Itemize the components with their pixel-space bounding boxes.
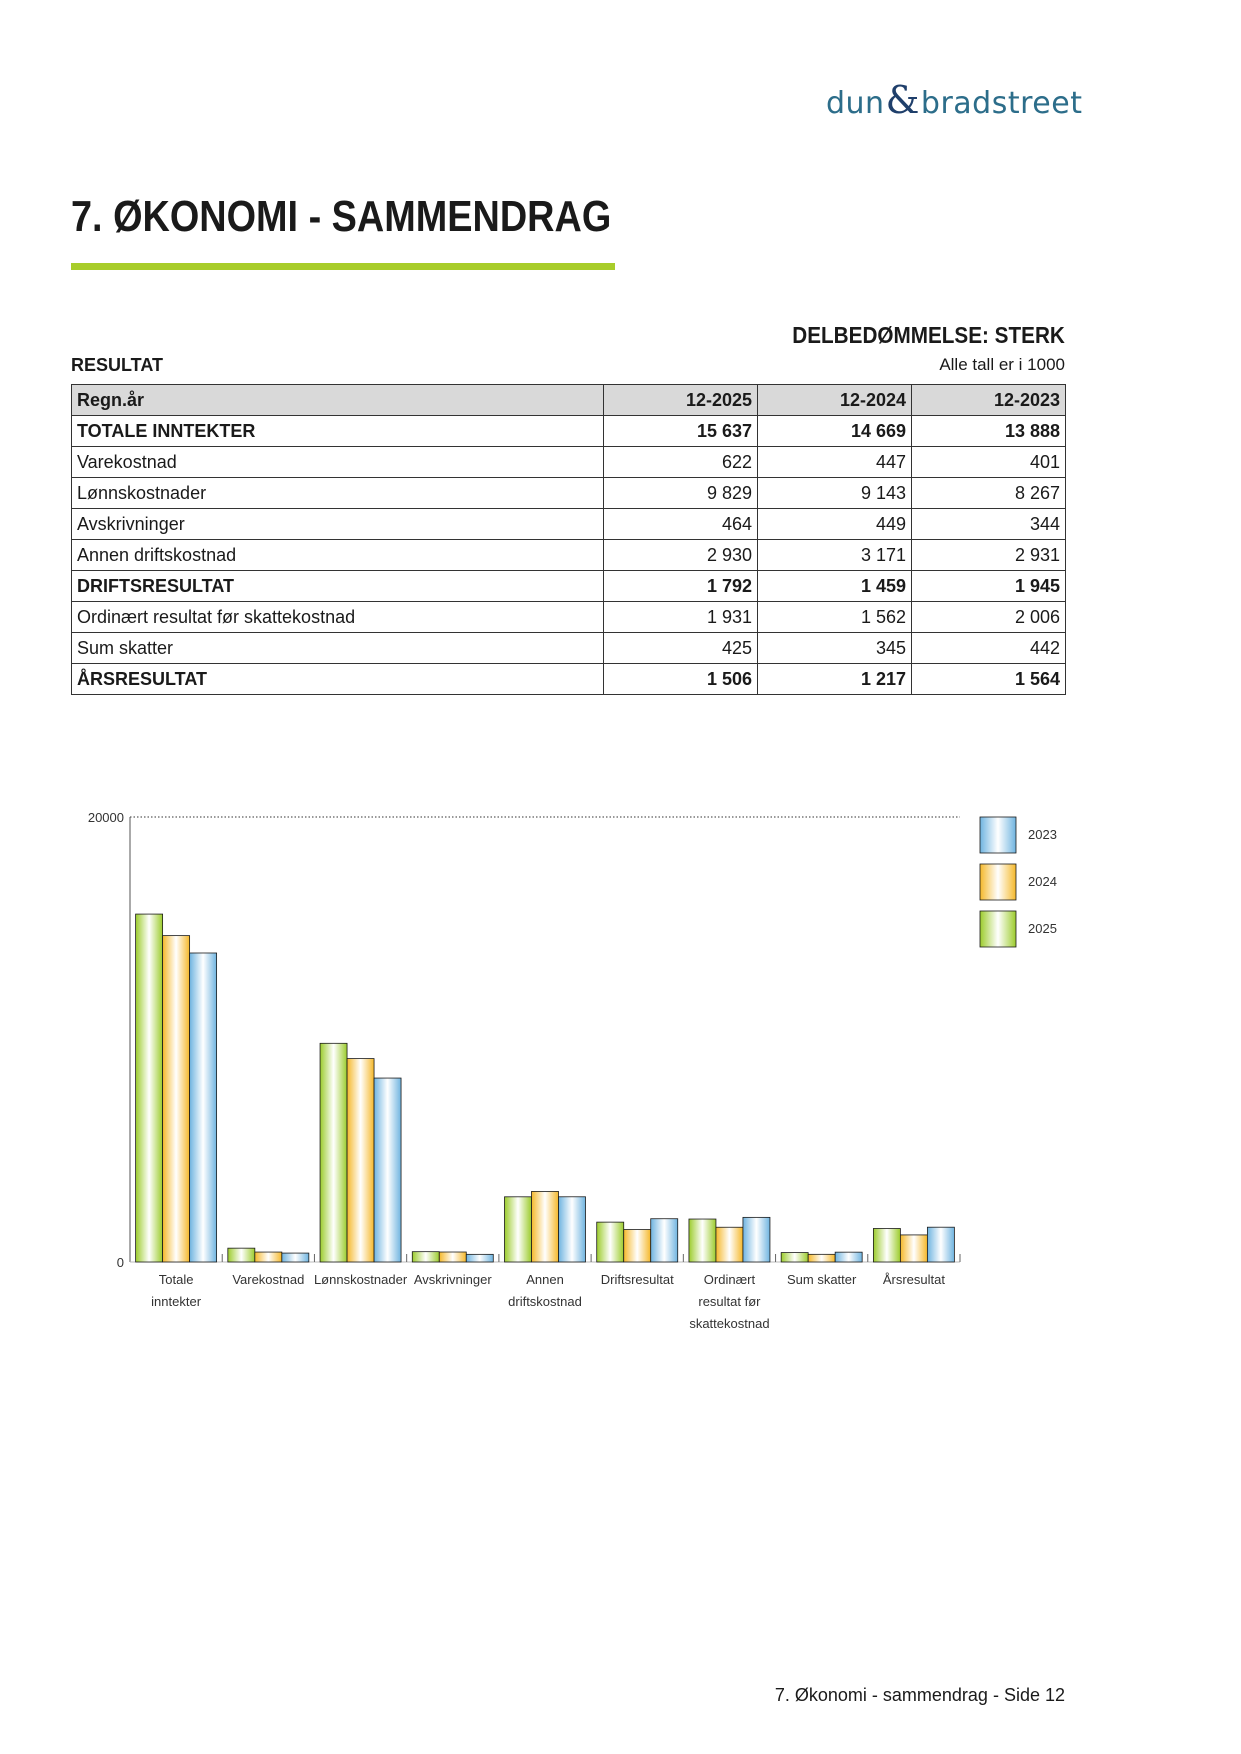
results-table	[71, 384, 1066, 695]
row-value: 15 637	[604, 416, 758, 447]
table-row	[72, 664, 1066, 695]
row-label: Sum skatter	[72, 633, 604, 664]
legend-label: 2024	[1028, 874, 1057, 889]
legend-swatch-2024	[980, 864, 1016, 900]
bar-2025	[689, 1219, 716, 1262]
x-category-label: Annen	[526, 1272, 564, 1287]
row-value: 1 562	[758, 602, 912, 633]
row-value: 622	[604, 447, 758, 478]
bar-2024	[255, 1252, 282, 1262]
page-title: 7. ØKONOMI - SAMMENDRAG	[71, 192, 612, 241]
bar-2024	[439, 1252, 466, 1262]
row-value: 447	[758, 447, 912, 478]
row-label: Avskrivninger	[72, 509, 604, 540]
row-label: DRIFTSRESULTAT	[72, 571, 604, 602]
bar-2024	[808, 1254, 835, 1262]
row-value: 449	[758, 509, 912, 540]
table-row	[72, 571, 1066, 602]
bar-2024	[900, 1235, 927, 1262]
row-value: 8 267	[912, 478, 1066, 509]
table-row	[72, 633, 1066, 664]
legend-swatch-2025	[980, 911, 1016, 947]
legend-swatch-2023	[980, 817, 1016, 853]
row-value: 442	[912, 633, 1066, 664]
row-value: 344	[912, 509, 1066, 540]
header-cell-2025: 12-2025	[604, 385, 758, 416]
row-value: 345	[758, 633, 912, 664]
rating-label: DELBEDØMMELSE: STERK	[792, 322, 1065, 348]
bar-2025	[228, 1248, 255, 1262]
bar-2023	[374, 1078, 401, 1262]
bar-2025	[505, 1197, 532, 1262]
table-row	[72, 602, 1066, 633]
row-label: Annen driftskostnad	[72, 540, 604, 571]
row-value: 1 931	[604, 602, 758, 633]
row-value: 1 506	[604, 664, 758, 695]
row-value: 1 459	[758, 571, 912, 602]
header-cell-year: Regn.år	[72, 385, 604, 416]
table-row	[72, 416, 1066, 447]
unit-note: Alle tall er i 1000	[939, 355, 1065, 374]
bar-2024	[624, 1230, 651, 1262]
bar-2024	[716, 1227, 743, 1262]
row-value: 3 171	[758, 540, 912, 571]
bar-2023	[190, 953, 217, 1262]
bar-2025	[320, 1043, 347, 1262]
x-category-label: inntekter	[151, 1294, 202, 1309]
row-value: 2 006	[912, 602, 1066, 633]
row-label: ÅRSRESULTAT	[72, 664, 604, 695]
bar-2024	[347, 1059, 374, 1262]
row-value: 2 931	[912, 540, 1066, 571]
row-value: 13 888	[912, 416, 1066, 447]
bar-chart	[60, 800, 1090, 1360]
page-footer: 7. Økonomi - sammendrag - Side 12	[774, 1685, 1065, 1705]
y-tick-label: 0	[116, 1255, 124, 1270]
header-cell-2024: 12-2024	[758, 385, 912, 416]
bar-2024	[532, 1191, 559, 1262]
legend-label: 2025	[1028, 921, 1057, 936]
bar-2023	[835, 1252, 862, 1262]
bar-2025	[412, 1252, 439, 1262]
row-value: 1 792	[604, 571, 758, 602]
brand-logo-ampersand: &	[885, 78, 920, 122]
bar-2023	[651, 1219, 678, 1262]
x-category-label: Sum skatter	[786, 1272, 857, 1287]
x-category-label: Varekostnad	[232, 1272, 305, 1287]
brand-logo-dun: dun	[826, 86, 885, 121]
row-label: Ordinært resultat før skattekostnad	[72, 602, 604, 633]
x-category-label: skattekostnad	[689, 1316, 770, 1331]
x-category-label: resultat før	[698, 1294, 761, 1309]
x-category-label: Årsresultat	[882, 1272, 945, 1287]
table-header-row	[72, 385, 1066, 416]
bar-2023	[282, 1253, 309, 1262]
row-value: 9 143	[758, 478, 912, 509]
table-row	[72, 447, 1066, 478]
row-label: Lønnskostnader	[72, 478, 604, 509]
row-value: 14 669	[758, 416, 912, 447]
bar-2024	[163, 936, 190, 1262]
x-category-label: Totale	[158, 1272, 194, 1287]
bar-2025	[136, 914, 163, 1262]
x-category-label: Lønnskostnader	[313, 1272, 408, 1287]
section-label: RESULTAT	[71, 355, 163, 375]
row-value: 1 217	[758, 664, 912, 695]
row-value: 1 945	[912, 571, 1066, 602]
header-cell-2023: 12-2023	[912, 385, 1066, 416]
row-value: 401	[912, 447, 1066, 478]
bar-2023	[743, 1217, 770, 1262]
brand-logo-bradstreet: bradstreet	[920, 86, 1083, 121]
bar-2023	[466, 1254, 493, 1262]
x-category-label: driftskostnad	[508, 1294, 582, 1309]
table-row	[72, 540, 1066, 571]
row-value: 2 930	[604, 540, 758, 571]
row-value: 9 829	[604, 478, 758, 509]
row-value: 464	[604, 509, 758, 540]
bar-2025	[873, 1228, 900, 1262]
bar-2023	[927, 1227, 954, 1262]
table-row	[72, 478, 1066, 509]
brand-logo	[826, 78, 1083, 128]
row-value: 425	[604, 633, 758, 664]
title-underline	[71, 263, 615, 270]
row-value: 1 564	[912, 664, 1066, 695]
table-row	[72, 509, 1066, 540]
x-category-label: Driftsresultat	[600, 1272, 674, 1287]
x-category-label: Avskrivninger	[413, 1272, 492, 1287]
table-body	[72, 416, 1066, 695]
row-label: Varekostnad	[72, 447, 604, 478]
bar-2025	[781, 1253, 808, 1262]
x-category-label: Ordinært	[703, 1272, 756, 1287]
legend-label: 2023	[1028, 827, 1057, 842]
bar-2023	[559, 1197, 586, 1262]
y-tick-label: 20000	[87, 810, 124, 825]
row-label: TOTALE INNTEKTER	[72, 416, 604, 447]
bar-2025	[597, 1222, 624, 1262]
